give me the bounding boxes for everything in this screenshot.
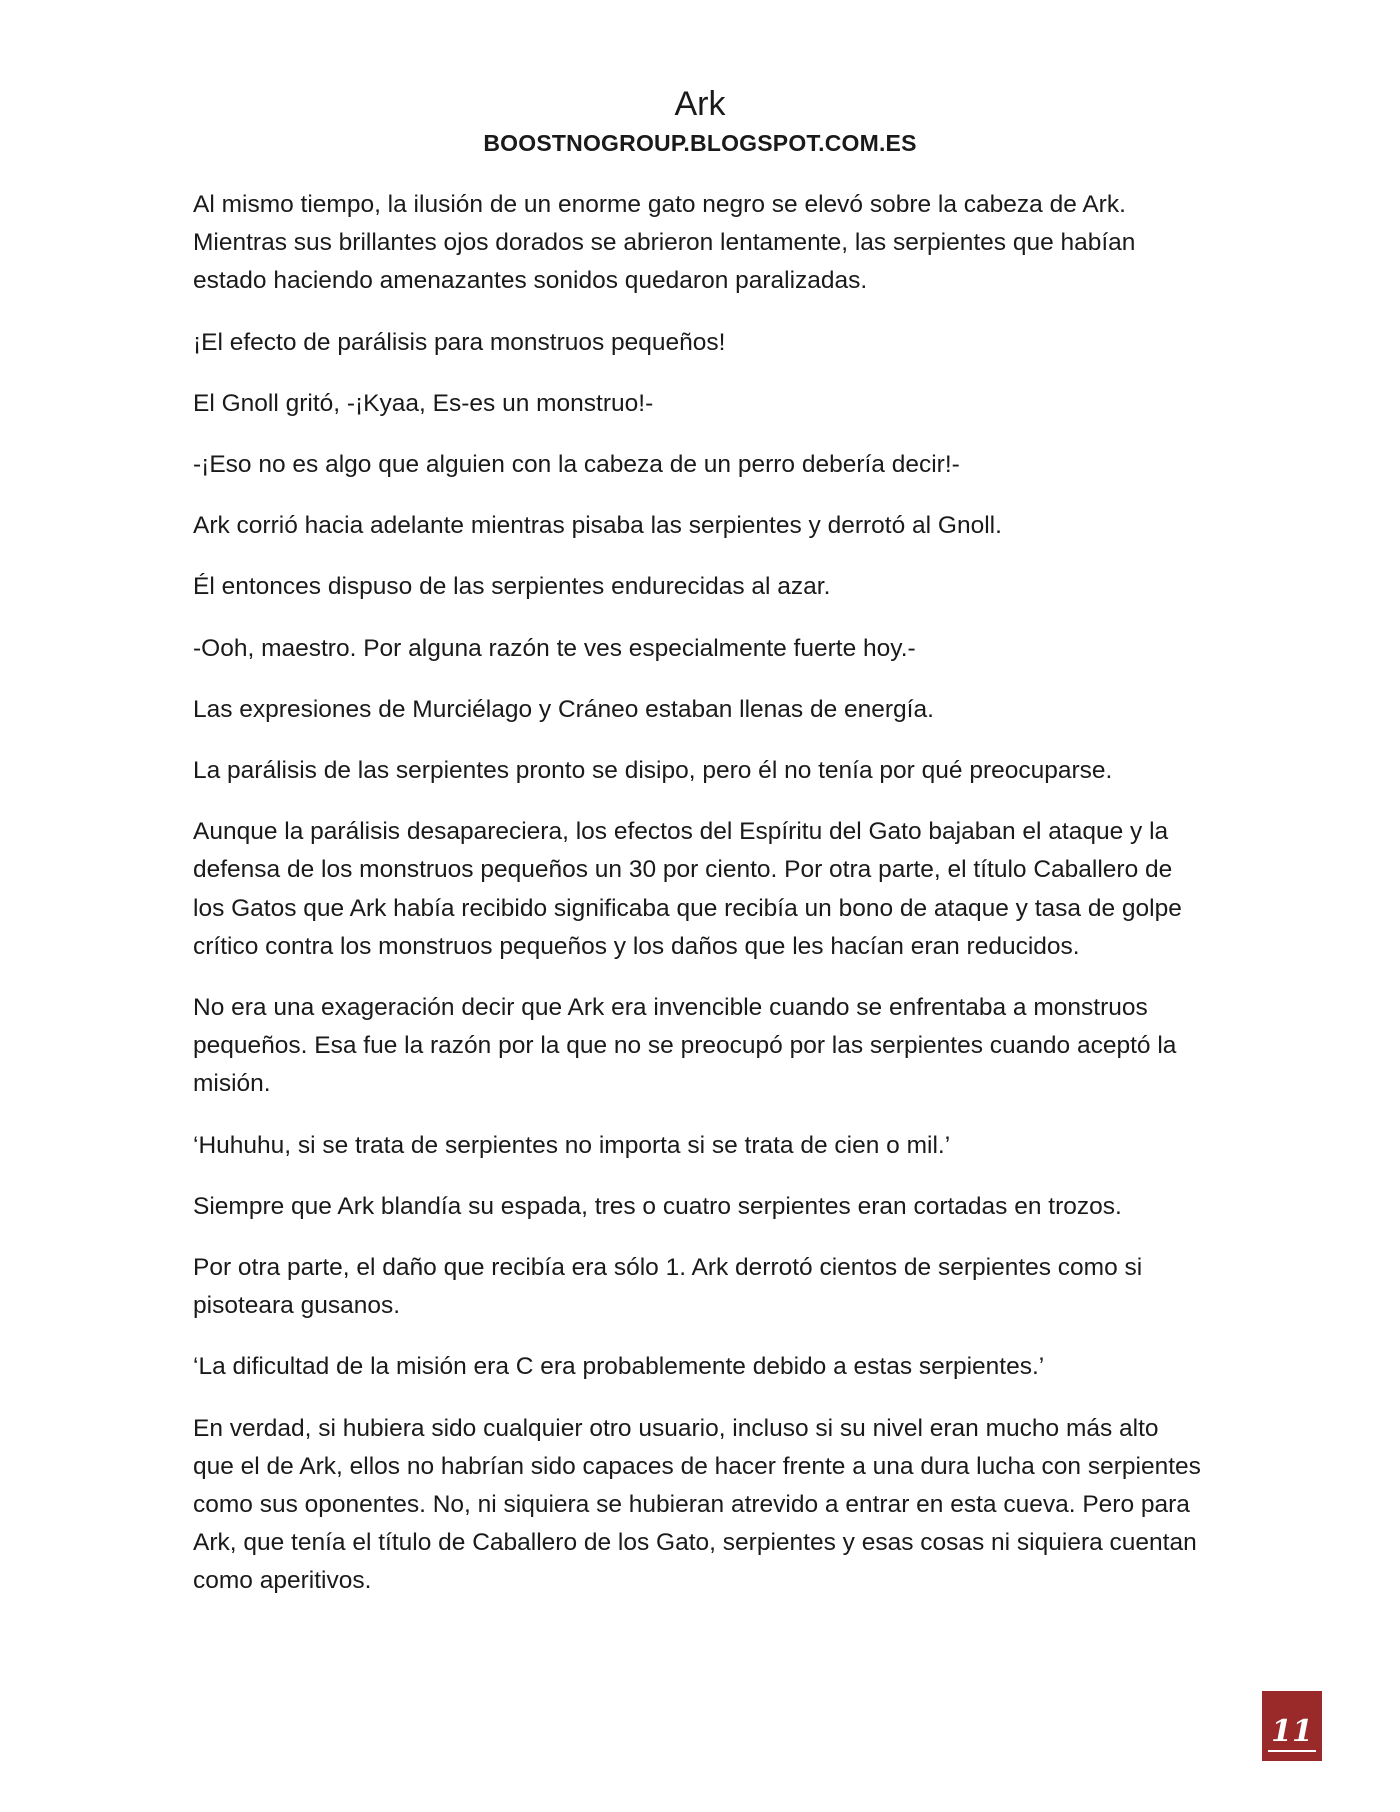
paragraph: El Gnoll gritó, -¡Kyaa, Es-es un monstruo!- bbox=[193, 389, 654, 417]
paragraph: -Ooh, maestro. Por alguna razón te ves especialmente fuerte hoy.- bbox=[193, 634, 916, 662]
paragraph: -¡Eso no es algo que alguien con la cabeza de un perro debería decir!- bbox=[193, 451, 960, 479]
paragraph: En verdad, si hubiera sido cualquier otro usuario, incluso si su nivel eran mucho más alto que el de Ark, ellos no habrían sido capaces de hacer frente a una dura lucha con serpientes como sus oponentes. No, ni siquiera se hubieran atrevido a entrar en esta cueva. Pero para Ark, que tenía el título de Caballero de los Gato, serpientes y esas cosas ni siquiera cuentan como aperitivos. bbox=[193, 1414, 1201, 1595]
paragraph: Ark corrió hacia adelante mientras pisaba las serpientes y derrotó al Gnoll. bbox=[193, 512, 1002, 540]
paragraph: ‘La dificultad de la misión era C era probablemente debido a estas serpientes.’ bbox=[193, 1353, 1045, 1381]
paragraph: Él entonces dispuso de las serpientes endurecidas al azar. bbox=[193, 573, 831, 601]
page-number-box bbox=[1262, 1691, 1322, 1761]
paragraph: Las expresiones de Murciélago y Cráneo estaban llenas de energía. bbox=[193, 695, 934, 723]
paragraph: Aunque la parálisis desapareciera, los efectos del Espíritu del Gato bajaban el ataque y la defensa de los monstruos pequeños un 30 por ciento. Por otra parte, el título Caballero de los Gatos que Ark había recibido significaba que recibía un bono de ataque y tasa de golpe crítico contra los monstruos pequeños y los daños que les hacían eran reducidos. bbox=[193, 818, 1182, 960]
book-title: Ark bbox=[674, 85, 726, 123]
paragraph: ‘Huhuhu, si se trata de serpientes no importa si se trata de cien o mil.’ bbox=[193, 1131, 951, 1159]
paragraph: No era una exageración decir que Ark era invencible cuando se enfrentaba a monstruos pequeños. Esa fue la razón por la que no se preocupó por las serpientes cuando aceptó la misión. bbox=[193, 994, 1177, 1098]
paragraph: Por otra parte, el daño que recibía era sólo 1. Ark derrotó cientos de serpientes como si pisoteara gusanos. bbox=[193, 1254, 1143, 1320]
paragraph: ¡El efecto de parálisis para monstruos pequeños! bbox=[193, 328, 726, 356]
body-text bbox=[193, 186, 1203, 1624]
blog-url: BOOSTNOGROUP.BLOGSPOT.COM.ES bbox=[483, 130, 917, 156]
paragraph: Siempre que Ark blandía su espada, tres o cuatro serpientes eran cortadas en trozos. bbox=[193, 1192, 1122, 1220]
paragraph: Al mismo tiempo, la ilusión de un enorme gato negro se elevó sobre la cabeza de Ark. Mientras sus brillantes ojos dorados se abrieron lentamente, las serpientes que habían estado haciendo amenazantes sonidos quedaron paralizadas. bbox=[193, 191, 1136, 295]
page-number: 11 bbox=[1268, 1714, 1316, 1752]
paragraph: La parálisis de las serpientes pronto se disipo, pero él no tenía por qué preocuparse. bbox=[193, 757, 1113, 785]
